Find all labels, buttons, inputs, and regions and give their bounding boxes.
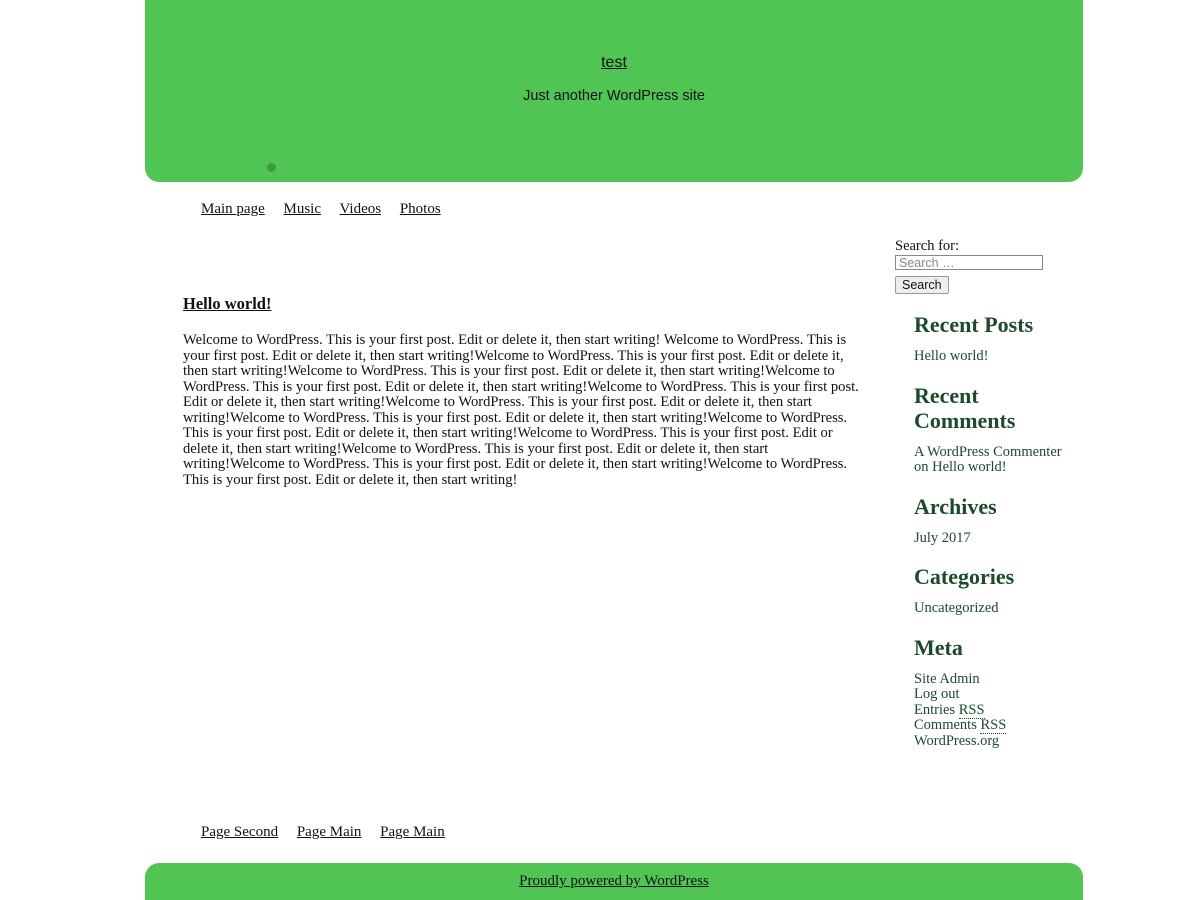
recent-posts-heading: Recent Posts: [914, 312, 1034, 337]
category-link[interactable]: Uncategorized: [914, 600, 999, 616]
powered-by-link[interactable]: Proudly powered by WordPress: [519, 873, 709, 889]
recent-post-link[interactable]: Hello world!: [914, 348, 989, 364]
log-out-link[interactable]: Log out: [914, 686, 960, 702]
recent-comments-heading: Recent Comments: [914, 382, 1016, 433]
footer-nav-page-main-2[interactable]: Page Main: [380, 824, 445, 840]
archives-heading: Archives: [914, 493, 997, 519]
search-input[interactable]: [895, 255, 1043, 270]
comments-rss-abbr: RSS: [980, 717, 1007, 733]
search-label: Search for:: [895, 238, 960, 254]
archives-widget: [914, 494, 1064, 547]
entries-label: Entries: [914, 701, 956, 718]
site-footer: [145, 863, 1083, 900]
comment-post-link[interactable]: Hello world!: [932, 459, 1007, 475]
recent-posts-widget: [914, 312, 1064, 365]
comment-author-link[interactable]: A WordPress Commenter: [914, 443, 1062, 460]
recent-comments-widget: [914, 383, 1064, 476]
wordpress-org-link[interactable]: WordPress.org: [914, 732, 1000, 749]
nav-item-main-page[interactable]: Main page: [201, 201, 265, 217]
categories-widget: [914, 564, 1064, 617]
archive-link[interactable]: July 2017: [914, 529, 971, 546]
header-dot-icon: [267, 163, 276, 172]
meta-heading: Meta: [914, 634, 963, 660]
site-admin-link[interactable]: Site Admin: [914, 670, 980, 687]
recent-comment-item: [914, 445, 1064, 476]
entries-rss-abbr: RSS: [958, 701, 985, 718]
categories-heading: Categories: [914, 564, 1015, 589]
comments-label: Comments: [914, 717, 977, 733]
sidebar: [914, 312, 1064, 767]
nav-item-music[interactable]: Music: [283, 201, 321, 217]
meta-widget: [914, 635, 1064, 750]
comments-rss-link[interactable]: [914, 717, 1006, 734]
site-description: Just another WordPress site: [523, 88, 705, 104]
post-title-link[interactable]: Hello world!: [183, 294, 272, 313]
site-header: [145, 0, 1083, 182]
footer-nav-page-main[interactable]: Page Main: [296, 824, 362, 840]
footer-navigation: [201, 824, 460, 841]
post-content: Welcome to WordPress. This is your first post. Edit or delete it, then start writing! Welcome to WordPress. This is your first post. Edit or delete it, then start writing!Welcome to WordPress. This is your first post. Edit or delete it, then start writing!Welcome to WordPress. This is your first post. Edit or delete it, then start writing!Welcome to WordPress. This is your first post. Edit or delete it, then start writing!Welcome to WordPress. This is your first post. Edit or delete it, then start writing!Welcome to WordPress. This is your first post. Edit or delete it, then start writing!Welcome to WordPress. This is your first post. Edit or delete it, then start writing!Welcome to WordPress. This is your first post. Edit or delete it, then start writing!Welcome to WordPress. This is your first post. Edit or delete it, then start writing!Welcome to WordPress. This is your first post. Edit or delete it, then start writing!Welcome to WordPress. This is your first post. Edit or delete it, then start writing!Welcome to WordPress. This is your first post. Edit or delete it, then start writing!: [183, 332, 859, 488]
search-button[interactable]: Search: [895, 276, 949, 294]
main-navigation: [201, 201, 456, 218]
entries-rss-link[interactable]: [914, 702, 985, 719]
footer-nav-page-second[interactable]: Page Second: [201, 824, 279, 840]
site-title-link[interactable]: test: [601, 54, 627, 71]
comment-connector: on: [914, 459, 929, 475]
nav-item-videos[interactable]: Videos: [339, 201, 382, 217]
nav-item-photos[interactable]: Photos: [399, 201, 441, 217]
